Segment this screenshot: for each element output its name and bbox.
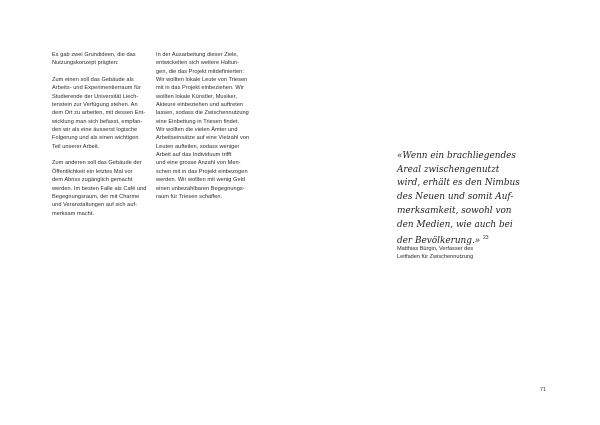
quote-line: wird, erhält es den Nimbus <box>397 178 520 189</box>
text-line: dem Ort zu arbeiten, mit dessen Ent- <box>52 110 146 117</box>
quote-line: des Neuen und somit Auf- <box>397 192 514 203</box>
quote-text: der Bevölkerung.» <box>397 236 481 247</box>
quote-line: merksamkeit, sowohl von <box>397 205 512 216</box>
text-line: wollten lokale Künstler, Musiker, <box>156 93 237 100</box>
quote-attribution <box>397 245 547 262</box>
text-line: In der Ausarbeitung dieser Ziele, <box>156 52 239 58</box>
text-line: und eine grosse Anzahl von Men- <box>156 160 241 167</box>
text-line: entwickelten sich weitere Haltun- <box>156 60 240 67</box>
attribution-line: Leitfaden für Zwischennutzung <box>397 254 474 261</box>
text-line: den wir als eine äusserst logische <box>52 127 138 134</box>
text-line: und Veranstaltungen auf sich auf- <box>52 202 137 209</box>
text-line: mit in das Projekt einbeziehen. Wir <box>156 85 244 92</box>
text-line: Teil unserer Arbeit. <box>52 143 100 150</box>
pull-quote <box>397 150 547 249</box>
text-line: gen, die das Projekt mitdefinierten: <box>156 68 244 75</box>
paragraph-second-idea <box>52 159 172 217</box>
text-line: Arbeitseinsätze auf eine Vielzahl von <box>156 135 250 142</box>
text-line: einen unbezahlbaren Begegnungs- <box>156 185 245 192</box>
text-column-right <box>156 51 276 210</box>
text-line: Arbeits- und Experimentierraum für <box>52 85 141 92</box>
text-line: Nutzungskonzept prägten: <box>52 60 119 67</box>
text-line: Wir wollten die vielen Ämter und <box>156 127 238 134</box>
text-line: werden. Im besten Falle als Café und <box>52 185 147 192</box>
text-line: Leuten aufteilen, sodass weniger <box>156 143 240 150</box>
quote-line: «Wenn ein brachliegendes <box>397 151 516 161</box>
text-line: schen mit in das Projekt einbezogen <box>156 168 248 175</box>
text-line: Arbeit auf das Individuum trifft <box>156 152 232 159</box>
text-line: Studierende der Universität Liech- <box>52 93 139 100</box>
attribution-line: Matthias Bürgin, Verfasser des <box>397 246 474 252</box>
paragraph-intro <box>52 51 172 68</box>
text-line: Zum anderen soll das Gebäude der <box>52 160 142 167</box>
quote-line: den Medien, wie auch bei <box>397 219 513 230</box>
text-line: Öffentlichkeit ein letztes Mal vor <box>52 168 133 175</box>
text-line: Es gab zwei Grundideen, die das <box>52 52 136 58</box>
paragraph-attitudes <box>156 51 276 201</box>
text-line: Folgerung und als einen wichtigen <box>52 135 139 142</box>
text-line: tenstein zur Verfügung stehen. An <box>52 102 138 109</box>
text-line: Akteure einbeziehen und auftreten <box>156 102 244 109</box>
text-line: merksam macht. <box>52 210 95 217</box>
paragraph-first-idea <box>52 76 172 151</box>
text-line: Begegnungsraum, der mit Charme <box>52 193 140 200</box>
text-line: eine Einbettung in Triesen findet. <box>156 118 240 125</box>
text-line: wicklung man sich befasst, empfan- <box>52 118 143 125</box>
text-line: dem Abriss zugänglich gemacht <box>52 177 133 184</box>
text-line: lassen, sodass die Zwischennutzung <box>156 110 249 117</box>
text-line: raum für Triesen schaffen. <box>156 193 223 200</box>
text-column-left <box>52 51 172 226</box>
text-line: Zum einen soll das Gebäude als <box>52 77 134 84</box>
footnote-marker: 23 <box>483 235 489 242</box>
text-line: Wir wollten lokale Leute von Triesen <box>156 77 248 84</box>
text-line: werden. Wir wollten mit wenig Geld <box>156 177 246 184</box>
page-number: 71 <box>540 387 546 393</box>
quote-line: Areal zwischengenutzt <box>397 164 500 175</box>
